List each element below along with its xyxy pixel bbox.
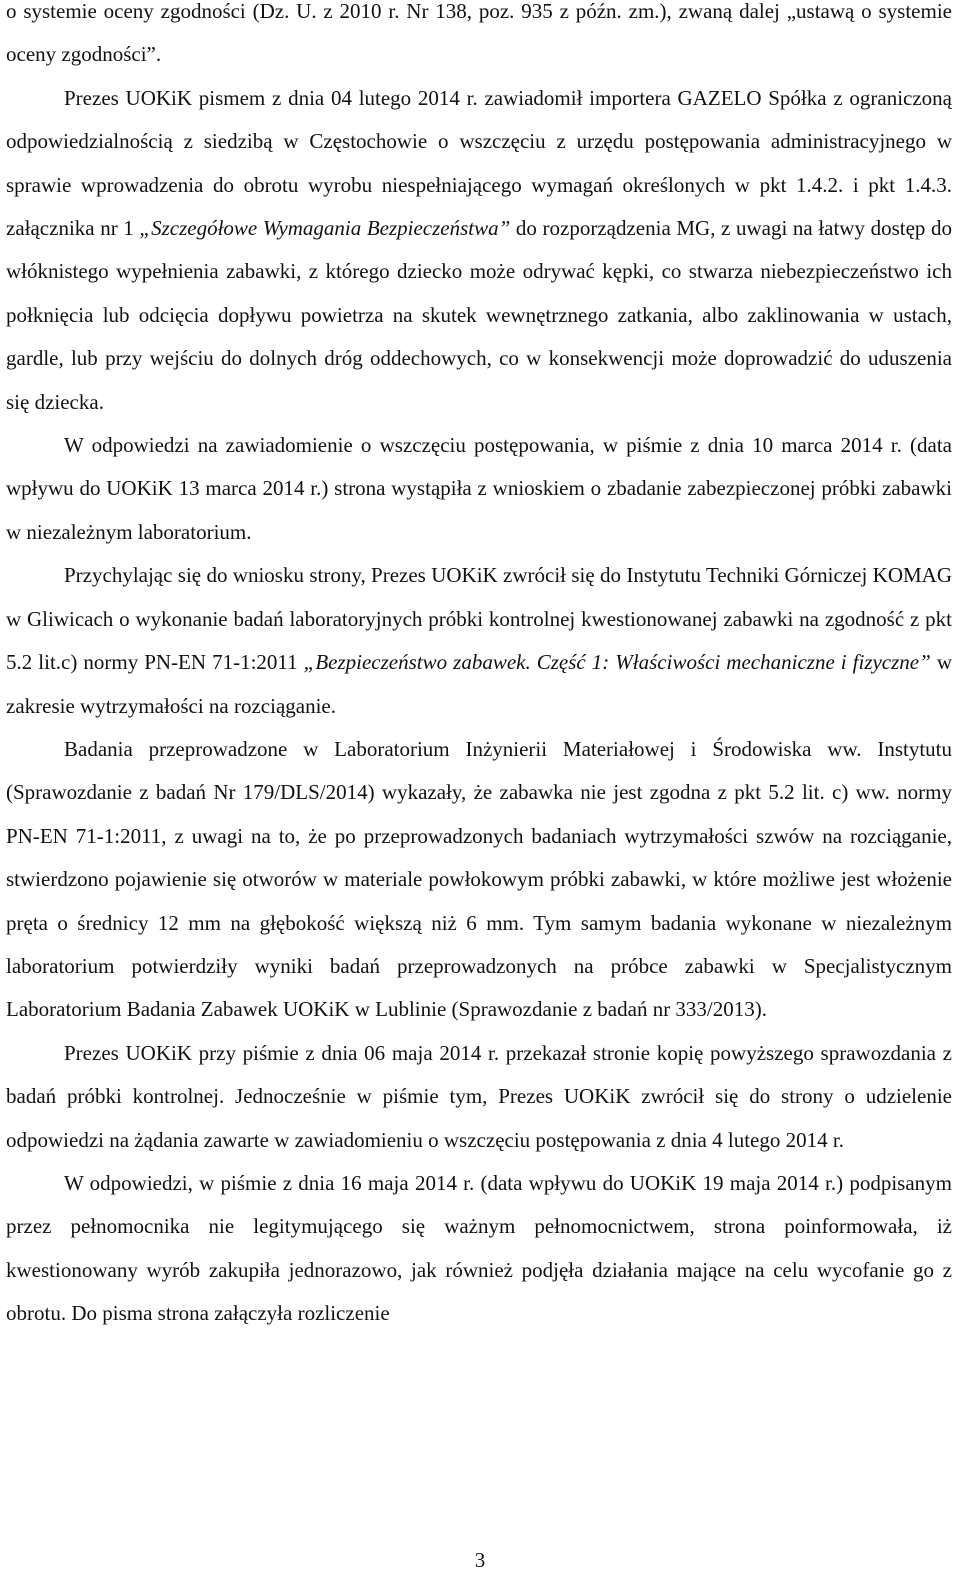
- paragraph-text: Prezes UOKiK przy piśmie z dnia 06 maja 2014 r. przekazał stronie kopię powyższego sprawozdania z badań próbki kontrolnej. Jednocześnie w piśmie tym, Prezes UOKiK zwrócił się do strony o udzielenie odpowiedzi na żądania zawarte w zawiadomieniu o wszczęciu postępowania z dnia 4 lutego 2014 r.: [6, 1040, 952, 1152]
- paragraph-text: W odpowiedzi na zawiadomienie o wszczęciu postępowania, w piśmie z dnia 10 marca 2014 r. (data wpływu do UOKiK 13 marca 2014 r.) strona wystąpiła z wnioskiem o zbadanie zabezpieczonej próbki zabawki w niezależnym laboratorium.: [6, 433, 952, 544]
- paragraph-text: w zakresie wytrzymałości na rozciąganie.: [6, 650, 953, 718]
- document-body: [6, 0, 952, 1336]
- paragraph-text: W odpowiedzi, w piśmie z dnia 16 maja 2014 r. (data wpływu do UOKiK 19 maja 2014 r.) podpisanym przez pełnomocnika nie legitymującego się ważnym pełnomocnictwem, strona poinformowała, iż kwestionowany wyrób zakupiła jednorazowo, jak również podjęła działania mające na celu wycofanie go z obrotu. Do pisma strona załączyła rozliczenie: [6, 1170, 952, 1326]
- italic-citation-text: „Szczegółowe Wymagania Bezpieczeństwa”: [139, 216, 511, 241]
- page-number: 3: [474, 1548, 486, 1572]
- paragraph-text: Przychylając się do wniosku strony, Prezes UOKiK zwrócił się do Instytutu Techniki Górniczej KOMAG w Gliwicach o wykonanie badań laboratoryjnych próbki kontrolnej kwestionowanej zabawki na zgodność z pkt 5.2 lit.c) normy PN-EN 71-1:2011: [6, 563, 952, 675]
- paragraph-p2: [6, 77, 952, 424]
- paragraph-text: do rozporządzenia MG, z uwagi na łatwy dostęp do włóknistego wypełnienia zabawki, z którego dziecko może odrywać kępki, co stwarza niebezpieczeństwo ich połknięcia lub odcięcia dopływu powietrza na skutek wewnętrznego zatkania, albo zaklinowania w ustach, gardle, lub przy wejściu do dolnych dróg oddechowych, co w konsekwencji może doprowadzić do uduszenia się dziecka.: [6, 216, 953, 414]
- paragraph-p7: [6, 1162, 952, 1336]
- paragraph-p3: [6, 424, 952, 554]
- paragraph-text: Badania przeprowadzone w Laboratorium Inżynierii Materiałowej i Środowiska ww. Instytutu (Sprawozdanie z badań Nr 179/DLS/2014) wykazały, że zabawka nie jest zgodna z pkt 5.2 lit. c) ww. normy PN-EN 71-1:2011, z uwagi na to, że po przeprowadzonych badaniach wytrzymałości szwów na rozciąganie, stwierdzono pojawienie się otworów w materiale powłokowym próbki zabawki, w które możliwe jest włożenie pręta o średnicy 12 mm na głębokość większą niż 6 mm. Tym samym badania wykonane w niezależnym laboratorium potwierdziły wyniki badań przeprowadzonych na próbce zabawki w Specjalistycznym Laboratorium Badania Zabawek UOKiK w Lublinie (Sprawozdanie z badań nr 333/2013).: [6, 736, 952, 1022]
- paragraph-p5: [6, 728, 952, 1032]
- paragraph-p6: [6, 1032, 952, 1162]
- paragraph-text: Prezes UOKiK pismem z dnia 04 lutego 2014 r. zawiadomił importera GAZELO Spółka z ograniczoną odpowiedzialnością z siedzibą w Częstochowie o wszczęciu z urzędu postępowania administracyjnego w sprawie wprowadzenia do obrotu wyrobu niespełniającego wymagań określonych w pkt 1.4.2. i pkt 1.4.3. załącznika nr 1: [6, 85, 952, 241]
- italic-citation-text: „Bezpieczeństwo zabawek. Część 1: Właściwości mechaniczne i fizyczne”: [303, 650, 931, 675]
- paragraph-p4: [6, 554, 952, 728]
- paragraph-p1: [6, 0, 952, 77]
- paragraph-text: o systemie oceny zgodności (Dz. U. z 2010 r. Nr 138, poz. 935 z późn. zm.), zwaną dalej „ustawą o systemie oceny zgodności”.: [6, 0, 952, 67]
